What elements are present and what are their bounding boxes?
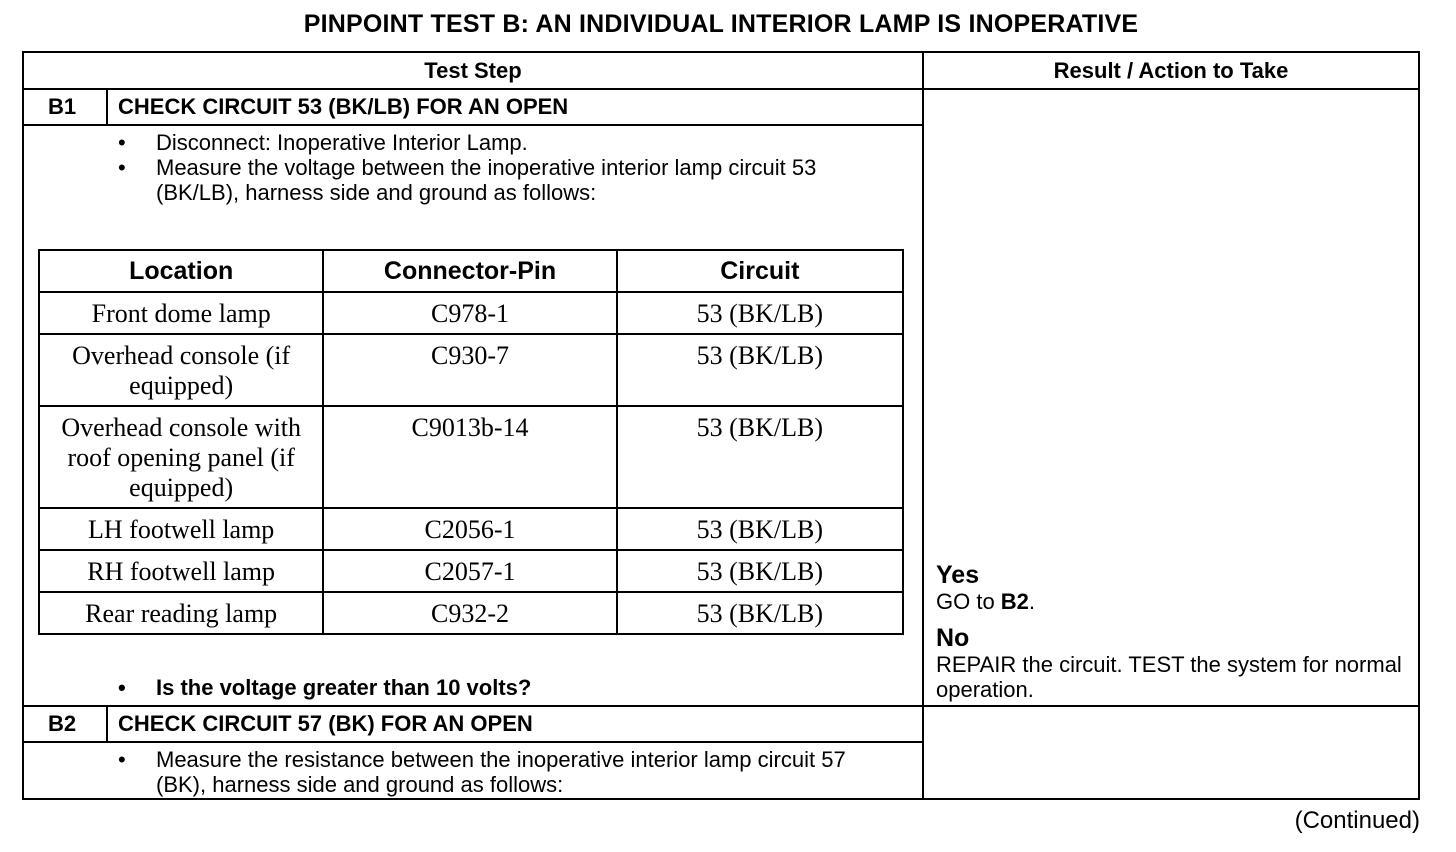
- step-id-b1: B1: [48, 94, 77, 119]
- cell-connector-pin: C2056-1: [323, 508, 616, 550]
- col-connector-pin: Connector-Pin: [323, 250, 616, 292]
- cell-circuit: 53 (BK/LB): [617, 406, 903, 508]
- result-no-text: REPAIR the circuit. TEST the system for normal operation.: [936, 652, 1402, 702]
- cell-location: RH footwell lamp: [39, 550, 323, 592]
- table-row: [39, 592, 903, 634]
- cell-connector-pin: C930-7: [323, 334, 616, 406]
- cell-circuit: 53 (BK/LB): [617, 592, 903, 634]
- column-divider: [922, 53, 924, 798]
- b1-id-divider: [106, 88, 108, 124]
- table-header-row: [39, 250, 903, 292]
- cell-connector-pin: C9013b-14: [323, 406, 616, 508]
- cell-location: Overhead console with roof opening panel (if equipped): [39, 406, 323, 508]
- result-yes-target: B2: [1000, 589, 1029, 614]
- step-heading-b1: CHECK CIRCUIT 53 (BK/LB) FOR AN OPEN: [118, 94, 569, 119]
- header-test-step: Test Step: [424, 58, 522, 83]
- rule-under-headers: [24, 88, 1418, 90]
- connector-pin-table: [38, 249, 904, 635]
- b1-question: [118, 675, 898, 700]
- cell-connector-pin: C932-2: [323, 592, 616, 634]
- rule-under-b1-heading: [24, 124, 922, 126]
- result-yes-text: [936, 589, 1411, 614]
- col-circuit: Circuit: [617, 250, 903, 292]
- b2-bullet-measure: • Measure the resistance between the inoperative interior lamp circuit 57 (BK), harness side and ground as follows:: [118, 747, 898, 797]
- b2-instructions: [118, 747, 898, 797]
- b1-bullet-measure: • Measure the voltage between the inoperative interior lamp circuit 53 (BK/LB), harness side and ground as follows:: [118, 155, 898, 205]
- table-row: [39, 334, 903, 406]
- continued-note: (Continued): [1294, 807, 1420, 834]
- step-heading-b2: CHECK CIRCUIT 57 (BK) FOR AN OPEN: [118, 711, 533, 736]
- result-yes-prefix: GO to: [936, 589, 1001, 614]
- result-yes-label: Yes: [936, 561, 980, 589]
- cell-circuit: 53 (BK/LB): [617, 550, 903, 592]
- rule-under-b2-heading: [24, 741, 922, 743]
- cell-location: LH footwell lamp: [39, 508, 323, 550]
- cell-circuit: 53 (BK/LB): [617, 508, 903, 550]
- step-id-b2: B2: [48, 711, 77, 736]
- b1-instructions: [118, 130, 898, 205]
- b1-bullet-disconnect: • Disconnect: Inoperative Interior Lamp.: [118, 130, 898, 155]
- table-row: [39, 406, 903, 508]
- col-location: Location: [39, 250, 323, 292]
- cell-circuit: 53 (BK/LB): [617, 292, 903, 334]
- cell-location: Front dome lamp: [39, 292, 323, 334]
- cell-connector-pin: C978-1: [323, 292, 616, 334]
- cell-connector-pin: C2057-1: [323, 550, 616, 592]
- cell-location: Overhead console (if equipped): [39, 334, 323, 406]
- result-no-label: No: [936, 624, 970, 652]
- table-row: [39, 508, 903, 550]
- table-row: [39, 550, 903, 592]
- cell-circuit: 53 (BK/LB): [617, 334, 903, 406]
- b1-result: [936, 561, 1411, 702]
- result-yes-suffix: .: [1028, 589, 1036, 614]
- cell-location: Rear reading lamp: [39, 592, 323, 634]
- pinpoint-test-table: [22, 51, 1420, 800]
- table-row: [39, 292, 903, 334]
- b1-question-text: • Is the voltage greater than 10 volts?: [118, 675, 898, 700]
- header-result: Result / Action to Take: [1053, 58, 1289, 83]
- page-title: PINPOINT TEST B: AN INDIVIDUAL INTERIOR LAMP IS INOPERATIVE: [303, 10, 1139, 38]
- b2-id-divider: [106, 705, 108, 741]
- rule-b1-b2: [24, 705, 1418, 707]
